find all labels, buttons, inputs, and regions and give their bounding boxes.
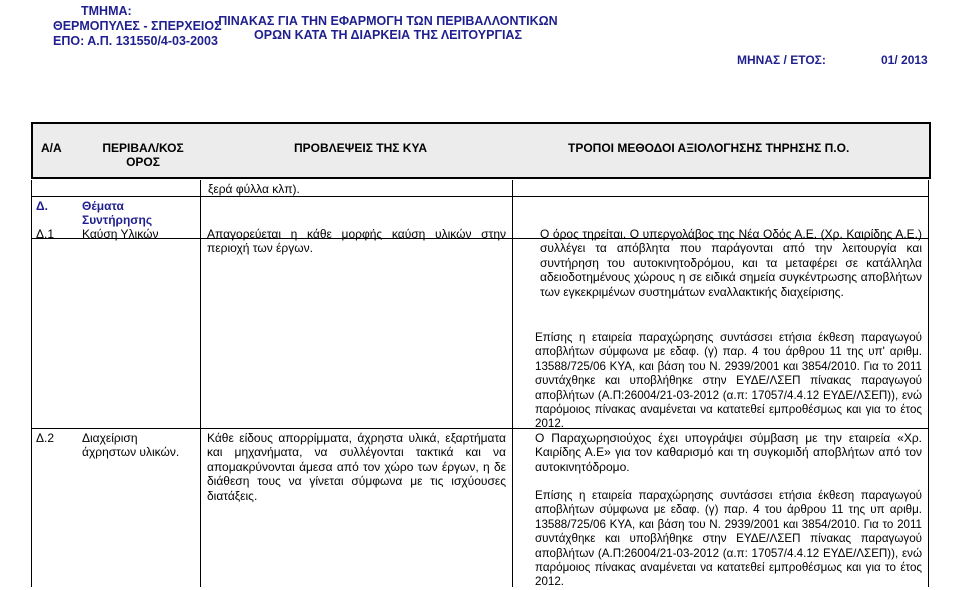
- col-env-term: ΠΕΡΙΒΑΛ/ΚΟΣ ΟΡΟΣ: [102, 141, 184, 169]
- col-provisions: ΠΡΟΒΛΕΨΕΙΣ ΤΗΣ ΚΥΑ: [294, 141, 428, 155]
- d2-term: Διαχείριση άχρηστων υλικών.: [82, 431, 180, 460]
- section-title: Θέματα Συντήρησης: [82, 199, 153, 228]
- d2-method-1: Επίσης η εταιρεία παραχώρησης συντάσσει ετήσια έκθεση παραγωγού αποβλήτων σύμφωνα με εδαφ. (γ) παρ. 4 του άρθρου 11 της υπ' αριθμ. 13588/725/06 ΚΥΑ, και βάση του Ν. 2939/2001 και 3854/2010. Για το 2011 συντάχθηκε και υποβλήθηκε στην ΕΥΔΕ/ΛΣΕΠ πίνακας παραγωγού αποβλήτων (Α.Π:26004/21-03-2012 (α.π: 17057/4.4.12 ΕΥΔΕ/ΛΣΕΠ)), ενώ παρόμοιος πίνακας αναμένεται να κατατεθεί εμπροθέσμως και για το έτος 2012.: [535, 331, 922, 431]
- dept-label: ΤΜΗΜΑ:: [81, 4, 132, 18]
- d1-term: Καύση Υλικών: [82, 227, 159, 241]
- decision-ref: ΕΠΟ: Α.Π. 131550/4-03-2003: [53, 34, 218, 48]
- d1-code: Δ.1: [36, 227, 55, 241]
- table-title: ΠΙΝΑΚΑΣ ΓΙΑ ΤΗΝ ΕΦΑΡΜΟΓΗ ΤΩΝ ΠΕΡΙΒΑΛΛΟΝΤΙΚΩΝ ΟΡΩΝ ΚΑΤΑ ΤΗ ΔΙΑΡΚΕΙΑ ΤΗΣ ΛΕΙΤΟΥΡΓΙΑΣ: [218, 14, 558, 42]
- column-divider: [512, 180, 513, 587]
- table-border-left: [31, 180, 32, 587]
- d2-provision: Κάθε είδους απορρίμματα, άχρηστα υλικά, εξαρτήματα και μηχανήματα, να συλλέγονται τακτικά και να απομακρύνονται άμεσα από τον χώρο των έργων, η δε διάθεση τους να γίνεται σύμφωνα με τις ισχύουσες διατάξεις.: [207, 431, 506, 503]
- section-code: Δ.: [36, 199, 48, 213]
- d1-provision: Απαγορεύεται η κάθε μορφής καύση υλικών στην περιοχή των έργων.: [207, 227, 506, 256]
- col-methods: ΤΡΟΠΟΙ ΜΕΘΟΔΟΙ ΑΞΙΟΛΟΓΗΣΗΣ ΤΗΡΗΣΗΣ Π.Ο.: [568, 141, 850, 155]
- column-header-row: [31, 122, 931, 179]
- column-divider: [200, 180, 201, 587]
- d2-code: Δ.2: [36, 431, 55, 445]
- table-border-right: [928, 180, 929, 587]
- dept-value: ΘΕΡΜΟΠΥΛΕΣ - ΣΠΕΡΧΕΙΟΣ: [53, 19, 222, 33]
- month-label: ΜΗΝΑΣ / ΕΤΟΣ:: [737, 53, 826, 67]
- carry-over-text: ξερά φύλλα κλπ).: [208, 182, 300, 196]
- d2-method-2: Ο Παραχωρησιούχος έχει υπογράψει σύμβαση με την εταιρεία «Χρ. Καιρίδης Α.Ε» για τον καθαρισμό και τη συγκομιδή αποβλήτων από τον αυτοκινητόδρομο.: [535, 431, 922, 474]
- month-value: 01/ 2013: [881, 53, 928, 67]
- d1-method: Ο όρος τηρείται. Ο υπεργολάβος της Νέα Οδός Α.Ε. (Χρ. Καιρίδης Α.Ε.) συλλέγει τα απόβλητα που παράγονται από την λειτουργία και συντήρηση του αυτοκινητοδρόμου, και τα μεταφέρει σε κατάλληλα αδειοδοτημένους χώρους η σε ειδικά σημεία συγκέντρωσης αποβλήτων των εγκεκριμένων συστημάτων εναλλακτικής διαχείρισης.: [540, 227, 922, 299]
- col-aa: Α/Α: [41, 141, 62, 155]
- document-header-left: [53, 4, 222, 49]
- d2-method-3: Επίσης η εταιρεία παραχώρησης συντάσσει ετήσια έκθεση παραγωγού αποβλήτων σύμφωνα με εδαφ. (γ) παρ. 4 του άρθρου 11 της υπ αριθμ. 13588/725/06 ΚΥΑ, και βάση του Ν. 2939/2001 και 3854/2010. Για το 2011 συντάχθηκε και υποβλήθηκε στην ΕΥΔΕ/ΛΣΕΠ πίνακας παραγωγού αποβλήτων (Α.Π:26004/21-03-2012 (α.π: 17057/4.4.12 ΕΥΔΕ/ΛΣΕΠ)), ενώ παρόμοιος πίνακας αναμένεται να κατατεθεί εμπροθέσμως και για το έτος 2012.: [535, 489, 922, 589]
- row-divider: [31, 196, 929, 197]
